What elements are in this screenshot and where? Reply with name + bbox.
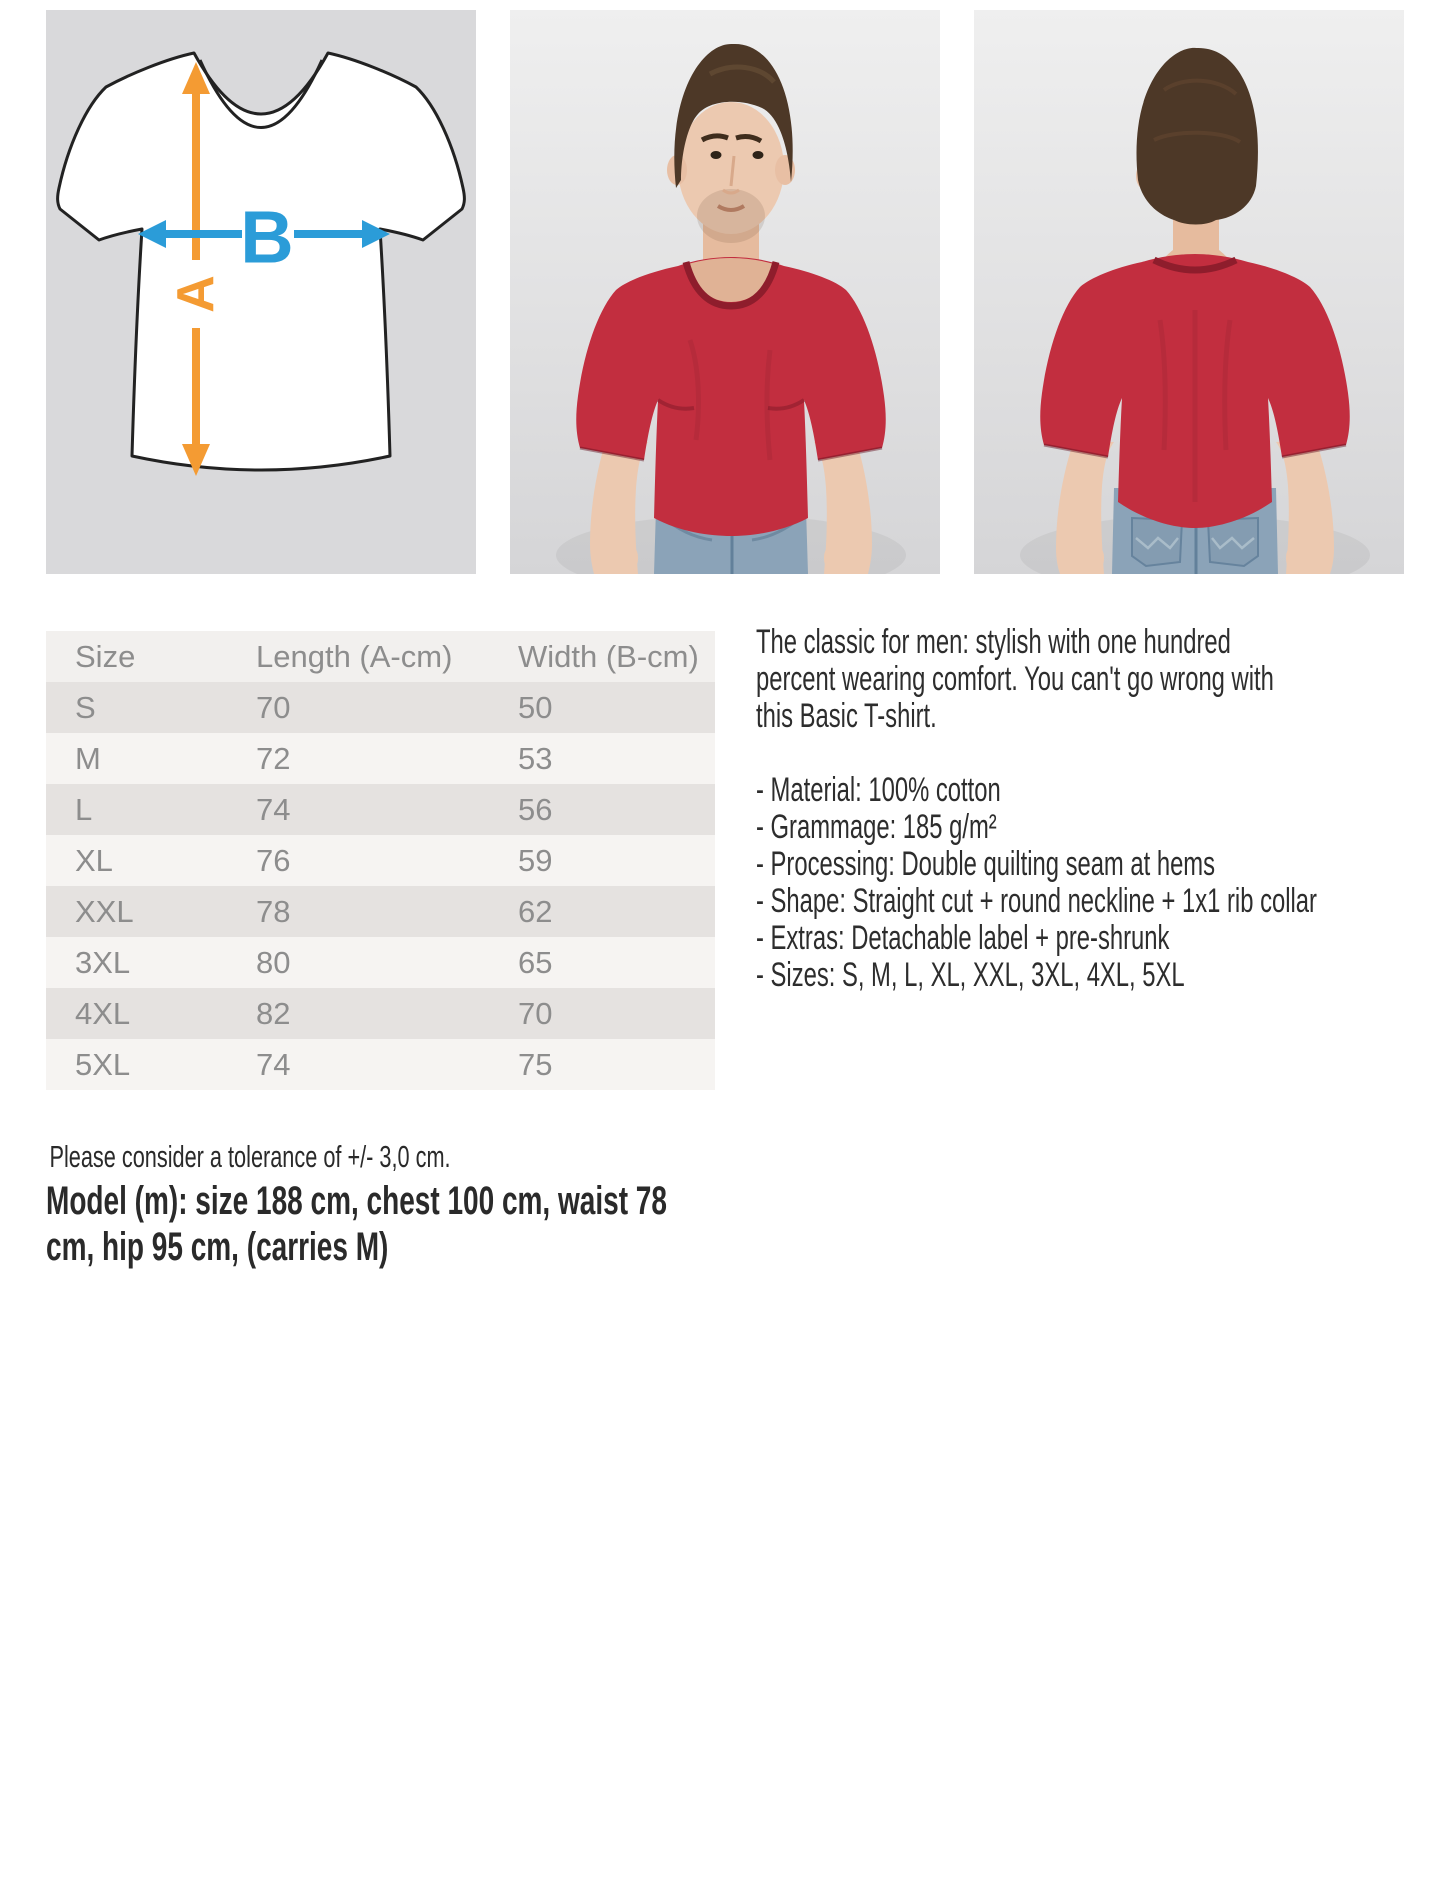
model-eye-right [753,151,764,159]
model-back-photo-panel [974,10,1404,574]
bullet-sizes: - Sizes: S, M, L, XL, XXL, 3XL, 4XL, 5XL [756,956,1185,994]
cell-length: 74 [256,1046,291,1082]
table-row [46,1039,715,1090]
header-size: Size [46,631,256,682]
header-width: Width (B-cm) [518,631,715,682]
cell-size: 5XL [75,1046,131,1082]
bullet-processing: - Processing: Double quilting seam at hems [756,845,1216,883]
product-description [756,624,1317,994]
table-row [46,886,715,937]
cell-size: 4XL [75,995,131,1031]
size-table-header-row [46,631,715,682]
cell-size: XL [75,842,113,878]
cell-width: 62 [518,893,553,929]
cell-size: S [75,689,96,725]
cell-size: M [75,740,101,776]
size-table [46,631,715,1090]
table-row [46,835,715,886]
bullet-extras: - Extras: Detachable label + pre-shrunk [756,919,1170,957]
description-line: percent wearing comfort. You can't go wrong with [756,660,1274,698]
table-row [46,988,715,1039]
cell-width: 53 [518,740,553,776]
cell-length: 80 [256,944,291,980]
spacer [756,735,1317,772]
description-line: this Basic T-shirt. [756,697,937,735]
model-front-illustration [510,10,940,574]
cell-length: 82 [256,995,291,1031]
table-row [46,937,715,988]
cell-width: 50 [518,689,553,725]
model-measurements-line: cm, hip 95 cm, (carries M) [46,1225,389,1269]
model-eye-left [711,151,722,159]
size-diagram-panel [46,10,476,574]
cell-size: XXL [75,893,134,929]
tolerance-note: Please consider a tolerance of +/- 3,0 cm. [49,1139,451,1174]
label-a: A [167,275,225,313]
tshirt-measurement-diagram [46,10,476,574]
description-line: The classic for men: stylish with one hundred [756,623,1231,661]
table-row [46,733,715,784]
cell-length: 76 [256,842,291,878]
cell-width: 70 [518,995,553,1031]
cell-width: 59 [518,842,553,878]
model-front-photo-panel [510,10,940,574]
cell-length: 78 [256,893,291,929]
label-b: B [240,195,294,279]
cell-length: 74 [256,791,291,827]
table-row [46,682,715,733]
cell-size: L [75,791,93,827]
cell-width: 65 [518,944,553,980]
cell-length: 72 [256,740,291,776]
cell-width: 75 [518,1046,553,1082]
model-measurements-line: Model (m): size 188 cm, chest 100 cm, waist 78 [46,1179,667,1223]
header-length: Length (A-cm) [256,631,518,682]
cell-length: 70 [256,689,291,725]
bullet-material: - Material: 100% cotton [756,771,1001,809]
model-back-illustration [974,10,1404,574]
bullet-grammage: - Grammage: 185 g/m² [756,808,997,846]
notes [46,1136,667,1270]
model-stubble [697,189,765,243]
bullet-shape: - Shape: Straight cut + round neckline + 1x1 rib collar [756,882,1317,920]
cell-size: 3XL [75,944,131,980]
table-row [46,784,715,835]
cell-width: 56 [518,791,553,827]
